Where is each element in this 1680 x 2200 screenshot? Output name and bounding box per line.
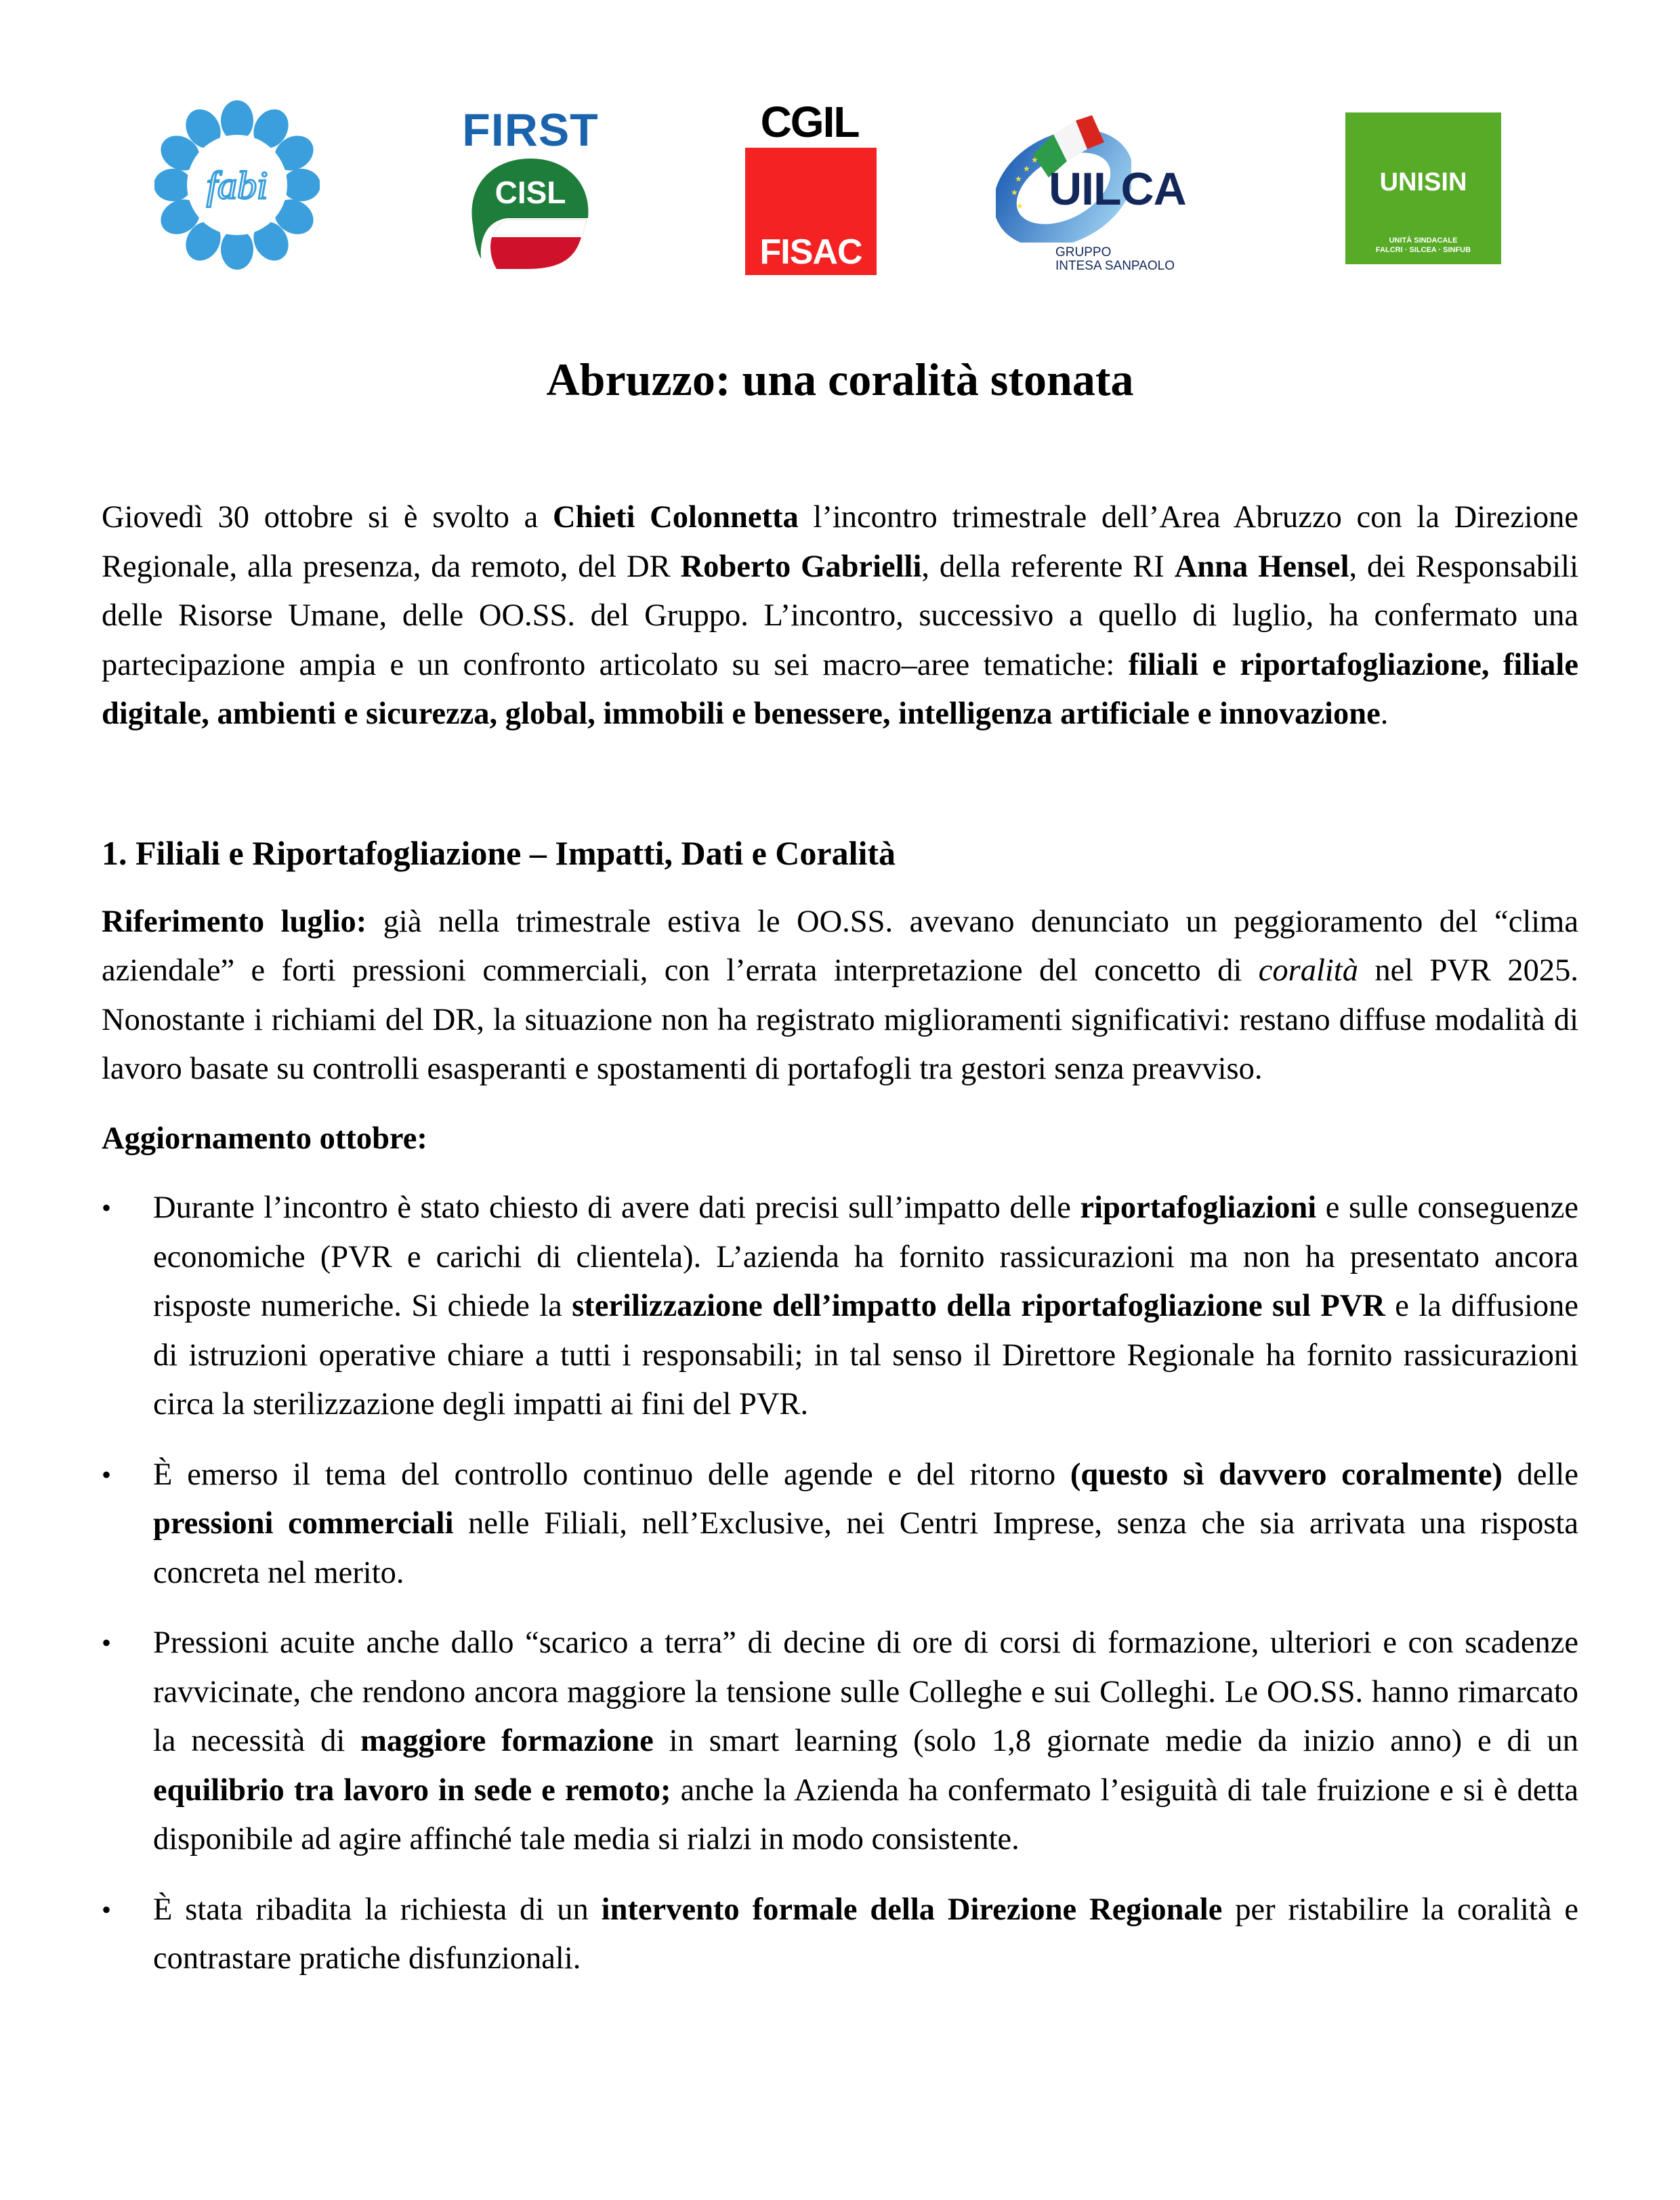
bullet-icon: • [102, 1627, 112, 1658]
list-item: • È emerso il tema del controllo continuo delle agende e del ritorno (questo sì davvero coralmente) delle pressioni commerciali nelle Filiali, nell’Exclusive, nei Centri Imprese, senza che sia arrivata una risposta concreta nel merito. [102, 1451, 1578, 1598]
list-item: • Pressioni acuite anche dallo “scarico a terra” di decine di ore di corsi di formazione, ulteriori e con scadenze ravvicinate, che rendono ancora maggiore la tensione sulle Colleghe e sui Colleghi. Le OO.SS. hanno rimarcato la necessità di maggiore formazione in smart learning (solo 1,8 giornate medie da inizio anno) e di un equilibrio tra lavoro in sede e remoto; anche la Azienda ha confermato l’esiguità di tale fruizione e si è detta disponibile ad agire affinché tale media si rialzi in modo consistente. [102, 1619, 1578, 1865]
cgil-fisac-logo [742, 100, 877, 275]
fabi-logo [154, 100, 320, 270]
update-october-label: Aggiornamento ottobre: [102, 1121, 427, 1156]
bullet-icon: • [102, 1192, 112, 1223]
intro-paragraph: Giovedì 30 ottobre si è svolto a Chieti Colonnetta l’incontro trimestrale dell’Area Abruzzo con la Direzione Regionale, alla presenza, da remoto, del DR Roberto Gabrielli, della referente RI Anna Hensel, dei Responsabili delle Risorse Umane, delle OO.SS. del Gruppo. L’incontro, successivo a quello di luglio, ha confermato una partecipazione ampia e un confronto articolato su sei macro–aree tematiche: filiali e riportafogliazione, filiale digitale, ambienti e sicurezza, global, immobili e benessere, intelligenza artificiale e innovazione. [102, 500, 1578, 731]
document-body [102, 493, 1578, 2005]
list-item: • Durante l’incontro è stato chiesto di avere dati precisi sull’impatto delle riportafogliazioni e sulle conseguenze economiche (PVR e carichi di clientela). L’azienda ha fornito rassicurazioni ma non ha presentato ancora risposte numeriche. Si chiede la sterilizzazione dell’impatto della riportafogliazione sul PVR e la diffusione di istruzioni operative chiare a tutti i responsabili; in tal senso il Direttore Regionale ha fornito rassicurazioni circa la sterilizzazione degli impatti ai fini del PVR. [102, 1184, 1578, 1430]
unisin-logo [1345, 112, 1501, 264]
list-item: • È stata ribadita la richiesta di un intervento formale della Direzione Regionale per ristabilire la coralità e contrastare pratiche disfunzionali. [102, 1886, 1578, 1984]
bullet-icon: • [102, 1894, 112, 1925]
svg-text:CISL: CISL [495, 175, 566, 210]
uilca-logo-text: UILCA [1049, 163, 1186, 215]
fabi-flower-icon [154, 100, 320, 270]
first-cisl-logo [453, 104, 608, 271]
union-logos-header [0, 0, 1680, 285]
uilca-logo [996, 107, 1213, 276]
svg-text:★: ★ [1016, 201, 1024, 211]
document-title: Abruzzo: una coralità stonata [546, 354, 1134, 405]
uilca-logo-subtitle: GRUPPO INTESA SANPAOLO [1055, 245, 1175, 273]
svg-text:fabi: fabi [206, 163, 268, 207]
fisac-red-block [745, 148, 877, 275]
reference-july-paragraph: Riferimento luglio: già nella trimestrale estiva le OO.SS. avevano denunciato un peggioramento del “clima aziendale” e forti pressioni commerciali, con l’errata interpretazione del concetto di coralità nel PVR 2025. Nonostante i richiami del DR, la situazione non ha registrato miglioramenti significativi: restano diffuse modalità di lavoro basate su controlli esasperanti e spostamenti di portafogli tra gestori senza preavviso. [102, 904, 1578, 1086]
svg-text:★: ★ [1011, 188, 1018, 197]
first-logo-text: FIRST [462, 104, 599, 156]
unisin-logo-subtitle: UNITÀ SINDACALE FALCRI · SILCEA · SINFUB [1375, 236, 1471, 254]
cgil-logo-text: CGIL [760, 98, 859, 146]
svg-text:★: ★ [1015, 174, 1022, 184]
svg-text:★: ★ [1023, 164, 1030, 173]
update-bullet-list [102, 1184, 1578, 1984]
bullet-icon: • [102, 1459, 112, 1490]
unisin-logo-text: UNISIN [1379, 168, 1467, 196]
cisl-emblem-icon [466, 157, 595, 271]
section-heading: 1. Filiali e Riportafogliazione – Impatti, Dati e Coralità [102, 833, 896, 872]
svg-text:★: ★ [1031, 155, 1038, 165]
fisac-logo-text: FISAC [759, 232, 862, 272]
